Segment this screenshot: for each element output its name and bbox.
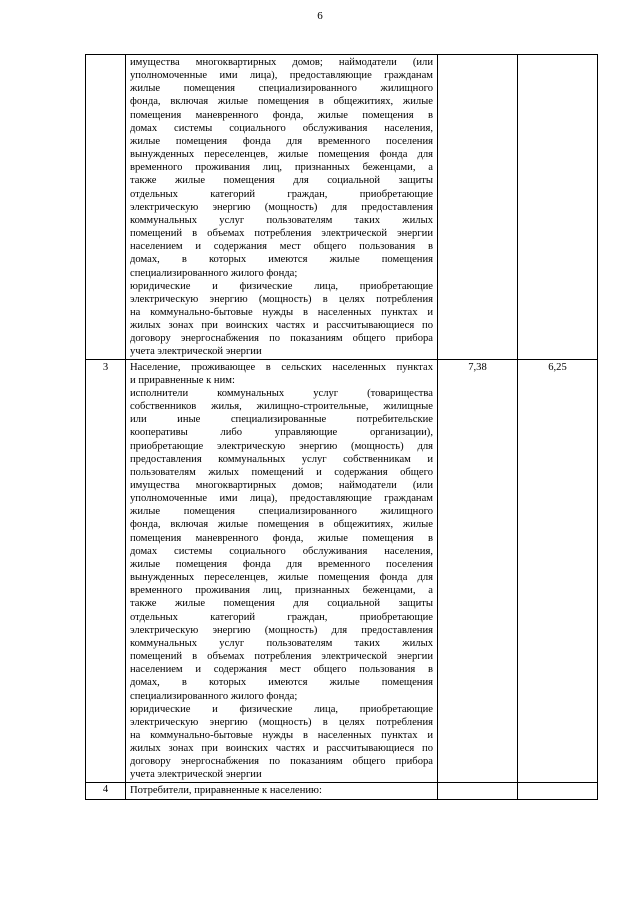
text-line: отдельных категорий граждан, приобретающие	[130, 188, 433, 200]
consumer-description-cell	[126, 782, 438, 799]
text-line: помещения маневренного фонда, жилые помещения в	[130, 532, 433, 544]
text-line: электрическую энергию (мощность) в целях потребления	[130, 293, 433, 305]
consumer-description-cell	[126, 55, 438, 360]
text-line: специализированного жилого фонда;	[130, 690, 298, 702]
rate-value-cell	[518, 55, 598, 360]
text-line: домах, в которых имеются жилые помещения	[130, 677, 433, 689]
text-line: жилые помещения специализированного жилищного	[130, 83, 433, 95]
row-number-cell: 3	[86, 359, 126, 782]
text-line: исполнители коммунальных услуг (товарищества	[130, 387, 433, 399]
rate-value-cell	[438, 782, 518, 799]
text-line: домах системы социального обслуживания населения,	[130, 122, 433, 134]
rate-value-cell: 6,25	[518, 359, 598, 782]
text-line: Население, проживающее в сельских населенных пунктах	[130, 361, 433, 373]
text-line: жилых зонах при воинских частях и рассчитывающиеся по	[130, 320, 433, 332]
text-line: вынужденных переселенцев, жилые помещения фонда для	[130, 572, 433, 584]
text-line: специализированного жилого фонда;	[130, 267, 298, 279]
text-line: жилые помещения фонда для временного поселения	[130, 558, 433, 570]
consumer-description-cell	[126, 359, 438, 782]
text-line: фонда, включая жилые помещения в общежитиях, жилые	[130, 519, 433, 531]
text-line: отдельных категорий граждан, приобретающие	[130, 611, 433, 623]
text-line: жилые помещения фонда для временного поселения	[130, 135, 433, 147]
text-line: имущества многоквартирных домов; наймодатели (или	[130, 57, 433, 68]
table-row	[86, 359, 598, 782]
row-number-cell: 4	[86, 782, 126, 799]
text-line: на коммунально-бытовые нужды в населенных пунктах и	[130, 306, 433, 318]
text-line: уполномоченные ими лица), предоставляющие гражданам	[130, 493, 433, 505]
text-line: временного проживания лиц, признанных беженцами, а	[130, 585, 433, 597]
text-line: также жилые помещения для социальной защиты	[130, 598, 433, 610]
text-line: уполномоченные ими лица), предоставляющие гражданам	[130, 70, 433, 82]
text-line: коммунальных услуг пользователям таких жилых	[130, 637, 433, 649]
table-row	[86, 55, 598, 360]
text-line: договору энергоснабжения по показаниям общего прибора	[130, 756, 433, 768]
text-line: пользователям жилых помещений и содержания общего	[130, 466, 433, 478]
text-line: помещений в объемах потребления электрической энергии	[130, 651, 433, 663]
text-line: кооперативы либо управляющие организации),	[130, 427, 433, 439]
rate-value-cell	[518, 782, 598, 799]
page-number: 6	[317, 10, 323, 22]
text-line: электрическую энергию (мощность) для предоставления	[130, 624, 433, 636]
text-line: или иные специализированные потребительские	[130, 414, 433, 426]
text-line: электрическую энергию (мощность) в целях потребления	[130, 716, 433, 728]
text-line: предоставления коммунальных услуг собственникам и	[130, 453, 433, 465]
text-line: фонда, включая жилые помещения в общежитиях, жилые	[130, 96, 433, 108]
row-number-cell	[86, 55, 126, 360]
text-line: приобретающие электрическую энергию (мощность) для	[130, 440, 433, 452]
text-line: временного проживания лиц, признанных беженцами, а	[130, 162, 433, 174]
text-line: домах системы социального обслуживания населения,	[130, 545, 433, 557]
text-line: населением и содержания мест общего пользования в	[130, 664, 433, 676]
text-line: домах, в которых имеются жилые помещения	[130, 254, 433, 266]
text-line: электрическую энергию (мощность) для предоставления	[130, 201, 433, 213]
text-line: договору энергоснабжения по показаниям общего прибора	[130, 333, 433, 345]
text-line: жилых зонах при воинских частях и рассчитывающиеся по	[130, 743, 433, 755]
text-line: Потребители, приравненные к населению:	[130, 784, 322, 796]
text-line: юридические и физические лица, приобретающие	[130, 280, 433, 292]
table-row	[86, 782, 598, 799]
text-line: вынужденных переселенцев, жилые помещения фонда для	[130, 149, 433, 161]
text-line: и приравненные к ним:	[130, 374, 235, 386]
text-line: собственников жилья, жилищно-строительные, жилищные	[130, 401, 433, 413]
text-line: помещений в объемах потребления электрической энергии	[130, 228, 433, 240]
text-line: учета электрической энергии	[130, 346, 262, 358]
rate-value-cell	[438, 55, 518, 360]
tariff-table	[85, 54, 598, 800]
text-line: на коммунально-бытовые нужды в населенных пунктах и	[130, 729, 433, 741]
text-line: юридические и физические лица, приобретающие	[130, 703, 433, 715]
text-line: помещения маневренного фонда, жилые помещения в	[130, 109, 433, 121]
text-line: жилые помещения специализированного жилищного	[130, 506, 433, 518]
text-line: имущества многоквартирных домов; наймодатели (или	[130, 480, 433, 491]
rate-value-cell: 7,38	[438, 359, 518, 782]
text-line: также жилые помещения для социальной защиты	[130, 175, 433, 187]
text-line: населением и содержания мест общего пользования в	[130, 241, 433, 253]
text-line: коммунальных услуг пользователям таких жилых	[130, 214, 433, 226]
text-line: учета электрической энергии	[130, 769, 262, 781]
